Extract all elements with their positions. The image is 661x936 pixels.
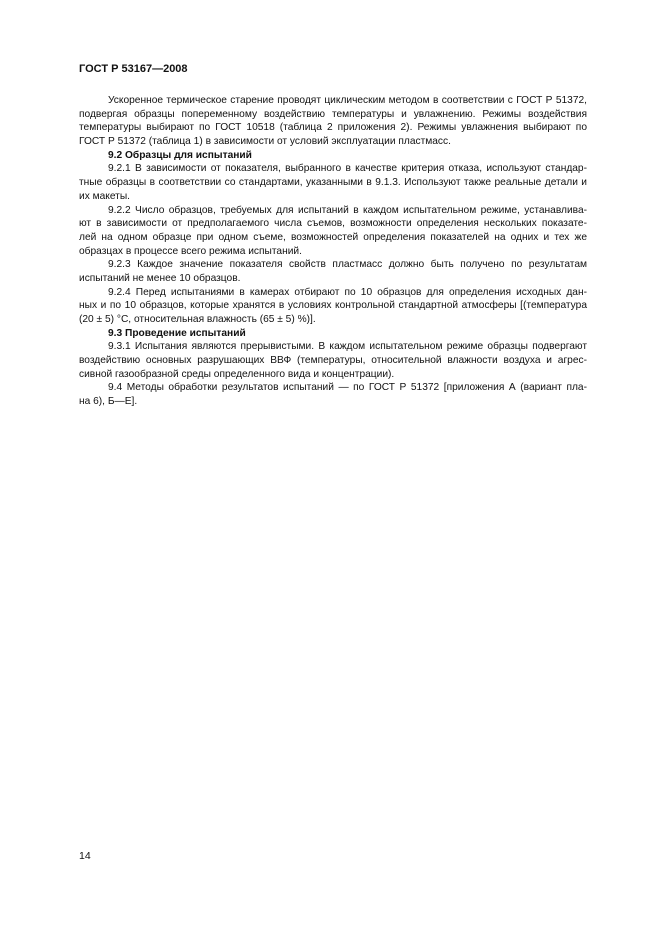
body-text-line: воздействию основных разрушающих ВВФ (температуры, относительной влажности воздуха и агрес- [79, 355, 587, 367]
body-text-line: ных и по 10 образцов, которые хранятся в условиях контрольной стандартной атмосферы [(температура [79, 300, 587, 312]
body-text-line: 9.3.1 Испытания являются прерывистыми. В каждом испытательном режиме образцы подвергают [108, 341, 587, 353]
body-text-line: 9.2.1 В зависимости от показателя, выбранного в качестве критерия отказа, используют стандар- [108, 163, 587, 175]
body-text-line: подвергая образцы попеременному воздействию температуры и увлажнению. Режимы воздействия [79, 108, 587, 120]
document-body [79, 94, 587, 409]
body-text-line: температуры выбирают по ГОСТ 10518 (таблица 2 приложения 2). Режимы увлажнения выбирают по [79, 122, 587, 134]
body-text-line: образцах в процессе всего режима испытаний. [79, 245, 302, 257]
section-heading: 9.2 Образцы для испытаний [108, 149, 252, 161]
body-text-line: испытаний не менее 10 образцов. [79, 272, 241, 284]
body-text-line: ГОСТ Р 51372 (таблица 1) в зависимости от условий эксплуатации пластмасс. [79, 136, 451, 148]
document-header: ГОСТ Р 53167—2008 [79, 63, 188, 75]
body-text-line: 9.4 Методы обработки результатов испытаний — по ГОСТ Р 51372 [приложения А (вариант пла- [108, 382, 587, 394]
body-text-line: на 6), Б—Е]. [79, 396, 138, 408]
body-text-line: тные образцы в соответствии со стандартами, указанными в 9.1.3. Используют также реальные детали и [79, 177, 587, 189]
body-text-line: сивной газообразной среды определенного вида и концентрации). [79, 368, 395, 380]
page-number: 14 [79, 850, 91, 862]
body-text-line: 9.2.4 Перед испытаниями в камерах отбирают по 10 образцов для определения исходных дан- [108, 286, 587, 298]
body-text-line: их макеты. [79, 190, 131, 202]
body-text-line: Ускоренное термическое старение проводят циклическим методом в соответствии с ГОСТ Р 51372, [108, 95, 587, 106]
body-text-line: (20 ± 5) °С, относительная влажность (65 ± 5) %)]. [79, 314, 316, 325]
body-text-line: ют в зависимости от предполагаемого числа съемов, возможности определения нескольких показате- [79, 218, 587, 230]
body-text-line: 9.2.3 Каждое значение показателя свойств пластмасс должно быть получено по результатам [108, 259, 587, 271]
section-heading: 9.3 Проведение испытаний [108, 327, 246, 339]
body-text-line: лей на одном образце при одном съеме, возможностей определения показателей на одних и тех же [79, 231, 587, 243]
body-text-line: 9.2.2 Число образцов, требуемых для испытаний в каждом испытательном режиме, устанавлива- [108, 204, 587, 216]
